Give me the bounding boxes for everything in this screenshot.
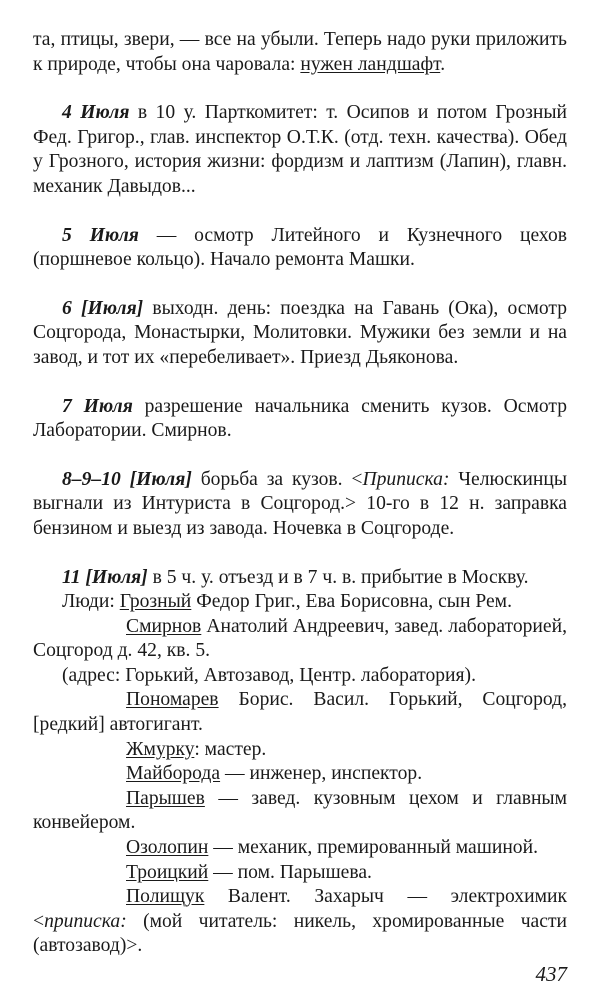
- people-label: Люди:: [62, 591, 120, 613]
- people-zhmurku: [33, 738, 567, 763]
- entry-date: 8–9–10 [Июля]: [62, 468, 192, 490]
- entry-july-6: [33, 297, 567, 371]
- note-label: приписка:: [44, 910, 127, 932]
- person-text: Анатолий Андреевич, завед. лабораторией, Соцгород д. 42, кв. 5.: [33, 615, 567, 662]
- entry-date: 5 Июля: [62, 224, 139, 246]
- person-name: Жмурку: [126, 738, 195, 760]
- paragraph-gap: [33, 542, 567, 566]
- entry-text: борьба за кузов. <: [191, 468, 363, 490]
- people-troitskii: [33, 861, 567, 886]
- note-label: Приписка:: [362, 468, 450, 490]
- person-text: — механик, премированный машиной.: [208, 837, 538, 859]
- person-text: — пом. Парышева.: [208, 861, 372, 883]
- entry-july-4: [33, 101, 567, 199]
- person-name: Полищук: [126, 886, 205, 908]
- person-name: Майборода: [126, 763, 221, 785]
- person-text: — инженер, инспектор.: [220, 763, 423, 785]
- entry-text: в 5 ч. у. отъезд и в 7 ч. в. прибытие в Москву.: [147, 566, 529, 588]
- people-maiboroda: [33, 762, 567, 787]
- underlined-phrase: нужен ландшафт: [300, 53, 441, 75]
- page-body: [33, 28, 567, 959]
- person-name: Пономарев: [126, 689, 219, 711]
- entry-july-7: [33, 395, 567, 444]
- entry-text: выходн. день: поездка на Гавань (Ока), осмотр Соцгорода, Монастырки, Молитовки. Мужики без земли и на завод, и тот их «перебеливает». Приезд Дьяконова.: [33, 297, 567, 368]
- entry-text: Челюскинцы выгнали из Интуриста в Соцгород.> 10-го в 12 н. заправка бензином и выезд из завода. Ночевка в Соцгороде.: [33, 468, 568, 539]
- people-groznyi: [33, 590, 567, 615]
- person-text: Борис. Васил. Горький, Соцгород, [редкий] автогигант.: [33, 689, 567, 736]
- person-text: Валент. Захарыч — электрохимик: [204, 886, 567, 908]
- people-ponomarev: [33, 688, 567, 737]
- entry-july-11: [33, 566, 567, 591]
- entry-july-5: [33, 224, 567, 273]
- paragraph-gap: [33, 273, 567, 297]
- person-text: — завед. кузовным цехом и главным конвейером.: [33, 787, 567, 834]
- entry-text: в 10 у. Парткомитет: т. Осипов и потом Грозный Фед. Григор., глав. инспектор О.Т.К. (отд. техн. качества). Обед у Грозного, история жизни: фордизм и лаптизм (Лапин), главн. механик Давыдов...: [33, 102, 567, 197]
- people-polishchuk: [33, 885, 567, 959]
- entry-text: — осмотр Литейного и Кузнечного цехов (поршневое кольцо). Начало ремонта Машки.: [33, 224, 568, 271]
- entry-date: 11 [Июля]: [62, 566, 148, 588]
- entry-date: 7 Июля: [62, 395, 133, 417]
- paragraph-end: .: [440, 53, 446, 75]
- paragraph-continuation: [33, 28, 567, 77]
- entry-date: 6 [Июля]: [62, 297, 144, 319]
- people-address: (адрес: Горький, Автозавод, Центр. лаборатория).: [62, 664, 476, 686]
- person-text: : мастер.: [194, 738, 267, 760]
- paragraph-text: та, птицы, звери, — все на убыли. Теперь надо руки приложить к природе, чтобы она чаровала:: [33, 29, 567, 75]
- people-ozolopin: [33, 836, 567, 861]
- person-name: Смирнов: [126, 615, 202, 637]
- person-name: Грозный: [119, 591, 192, 613]
- paragraph-gap: [33, 371, 567, 395]
- note-open: <: [33, 910, 45, 932]
- person-name: Парышев: [126, 787, 205, 809]
- person-text: Федор Григ., Ева Борисовна, сын Рем.: [191, 591, 512, 613]
- paragraph-gap: [33, 77, 567, 101]
- entry-date: 4 Июля: [62, 102, 130, 124]
- page-number: 437: [535, 962, 567, 986]
- people-paryshev: [33, 787, 567, 836]
- person-name: Троицкий: [126, 861, 209, 883]
- paragraph-gap: [33, 444, 567, 468]
- people-smirnov: [33, 615, 567, 664]
- entry-text: разрешение начальника сменить кузов. Осмотр Лаборатории. Смирнов.: [33, 395, 567, 442]
- entry-july-8-10: [33, 468, 567, 542]
- note-text: (мой читатель: никель, хромированные части (автозавод)>.: [33, 910, 567, 957]
- paragraph-gap: [33, 200, 567, 224]
- person-name: Озолопин: [126, 837, 209, 859]
